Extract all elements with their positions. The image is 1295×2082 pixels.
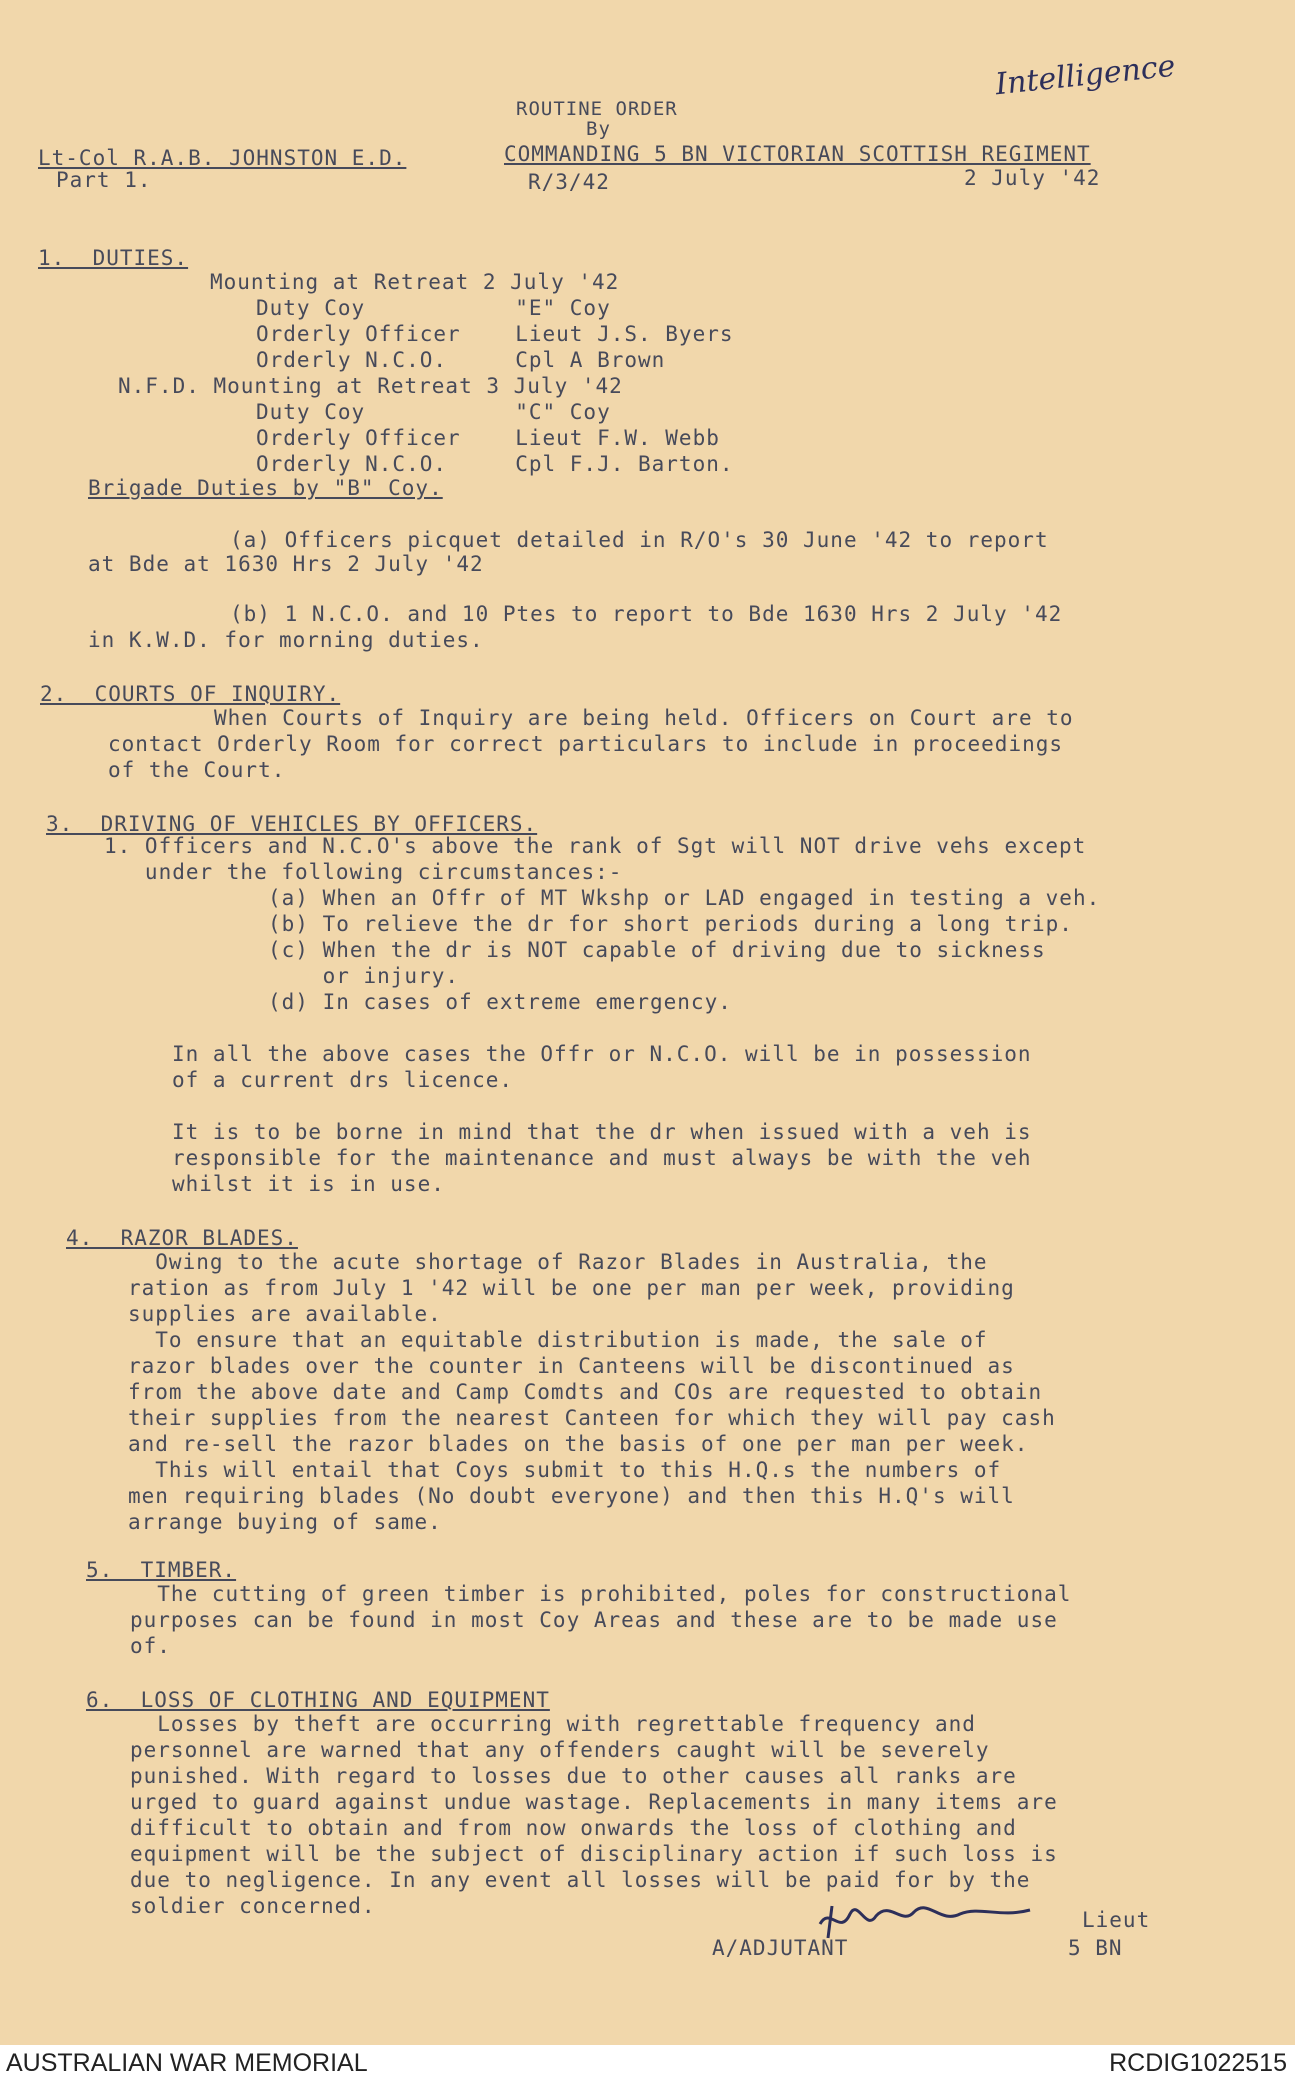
timber-line: purposes can be found in most Coy Areas and these are to be made use xyxy=(130,1608,1058,1632)
razor-line: razor blades over the counter in Canteens will be discontinued as xyxy=(128,1354,1015,1378)
loss-line: punished. With regard to losses due to other causes all ranks are xyxy=(130,1764,1017,1788)
razor-line: ration as from July 1 '42 will be one per man per week, providing xyxy=(128,1276,1015,1300)
driving-item: (d) In cases of extreme emergency. xyxy=(268,990,732,1014)
duties-heading: 1. DUTIES. xyxy=(38,246,189,270)
razor-line: supplies are available. xyxy=(128,1302,442,1326)
razor-line: men requiring blades (No doubt everyone) and then this H.Q's will xyxy=(128,1484,1015,1508)
courts-line: of the Court. xyxy=(108,758,286,782)
driving-para2: responsible for the maintenance and must always be with the veh xyxy=(172,1146,1032,1170)
part-label: Part 1. xyxy=(56,168,152,192)
duties-line: Duty Coy "E" Coy xyxy=(256,296,611,320)
razor-line: and re-sell the razor blades on the basis of one per man per week. xyxy=(128,1432,1029,1456)
driving-item: (b) To relieve the dr for short periods during a long trip. xyxy=(268,912,1073,936)
courts-line: contact Orderly Room for correct particulars to include in proceedings xyxy=(108,732,1064,756)
duties-b-line: (b) 1 N.C.O. and 10 Ptes to report to Bde 1630 Hrs 2 July '42 xyxy=(230,602,1063,626)
signature-rank: Lieut xyxy=(1082,1908,1151,1932)
courts-heading: 2. COURTS OF INQUIRY. xyxy=(40,682,341,706)
razor-line: This will entail that Coys submit to this H.Q.s the numbers of xyxy=(128,1458,1002,1482)
courts-line: When Courts of Inquiry are being held. Officers on Court are to xyxy=(214,706,1074,730)
timber-line: The cutting of green timber is prohibited, poles for constructional xyxy=(130,1582,1072,1606)
commanding-officer: Lt-Col R.A.B. JOHNSTON E.D. xyxy=(38,146,407,170)
duties-line: N.F.D. Mounting at Retreat 3 July '42 xyxy=(118,374,623,398)
duties-line: Duty Coy "C" Coy xyxy=(256,400,611,424)
brigade-duties: Brigade Duties by "B" Coy. xyxy=(88,476,443,500)
duties-line: Orderly Officer Lieut F.W. Webb xyxy=(256,426,720,450)
timber-heading: 5. TIMBER. xyxy=(86,1558,237,1582)
duties-line: Orderly Officer Lieut J.S. Byers xyxy=(256,322,734,346)
razor-line: arrange buying of same. xyxy=(128,1510,442,1534)
duties-a-line: at Bde at 1630 Hrs 2 July '42 xyxy=(88,552,484,576)
driving-para1: of a current drs licence. xyxy=(172,1068,514,1092)
timber-line: of. xyxy=(130,1634,171,1658)
duties-b-line: in K.W.D. for morning duties. xyxy=(88,628,484,652)
order-reference: R/3/42 xyxy=(528,170,610,194)
loss-heading: 6. LOSS OF CLOTHING AND EQUIPMENT xyxy=(86,1688,550,1712)
unit-name: COMMANDING 5 BN VICTORIAN SCOTTISH REGIMENT xyxy=(504,142,1091,166)
signature-title: A/ADJUTANT xyxy=(712,1936,849,1960)
duties-line: Mounting at Retreat 2 July '42 xyxy=(210,270,620,294)
loss-line: personnel are warned that any offenders caught will be severely xyxy=(130,1738,990,1762)
loss-line: urged to guard against undue wastage. Replacements in many items are xyxy=(130,1790,1058,1814)
loss-line: equipment will be the subject of disciplinary action if such loss is xyxy=(130,1842,1058,1866)
duties-line: Orderly N.C.O. Cpl F.J. Barton. xyxy=(256,452,734,476)
driving-item: (a) When an Offr of MT Wkshp or LAD engaged in testing a veh. xyxy=(268,886,1101,910)
duties-line: Orderly N.C.O. Cpl A Brown xyxy=(256,348,666,372)
driving-para2: whilst it is in use. xyxy=(172,1172,445,1196)
driving-item: or injury. xyxy=(268,964,460,988)
driving-para1: In all the above cases the Offr or N.C.O. will be in possession xyxy=(172,1042,1032,1066)
order-date: 2 July '42 xyxy=(964,166,1101,190)
driving-line: 1. Officers and N.C.O's above the rank of Sgt will NOT drive vehs except xyxy=(104,834,1087,858)
footer-bar xyxy=(0,2045,1295,2082)
driving-item: (c) When the dr is NOT capable of driving due to sickness xyxy=(268,938,1046,962)
order-by: By xyxy=(586,118,611,140)
order-title: ROUTINE ORDER xyxy=(516,98,678,120)
handwritten-annotation: Intelligence xyxy=(993,48,1177,103)
razor-line: their supplies from the nearest Canteen for which they will pay cash xyxy=(128,1406,1056,1430)
footer-id: RCDIG1022515 xyxy=(1109,2049,1287,2077)
loss-line: Losses by theft are occurring with regrettable frequency and xyxy=(130,1712,976,1736)
footer-source: AUSTRALIAN WAR MEMORIAL xyxy=(6,2049,368,2077)
driving-para2: It is to be borne in mind that the dr when issued with a veh is xyxy=(172,1120,1032,1144)
razor-line: Owing to the acute shortage of Razor Blades in Australia, the xyxy=(128,1250,988,1274)
duties-a-line: (a) Officers picquet detailed in R/O's 30 June '42 to report xyxy=(230,528,1049,552)
razor-line: from the above date and Camp Comdts and COs are requested to obtain xyxy=(128,1380,1043,1404)
driving-heading: 3. DRIVING OF VEHICLES BY OFFICERS. xyxy=(46,812,538,836)
loss-line: due to negligence. In any event all losses will be paid for by the xyxy=(130,1868,1031,1892)
driving-line: under the following circumstances:- xyxy=(104,860,623,884)
signature-unit: 5 BN xyxy=(1068,1936,1123,1960)
razor-line: To ensure that an equitable distribution is made, the sale of xyxy=(128,1328,988,1352)
loss-line: difficult to obtain and from now onwards the loss of clothing and xyxy=(130,1816,1017,1840)
loss-line: soldier concerned. xyxy=(130,1894,376,1918)
razor-heading: 4. RAZOR BLADES. xyxy=(66,1226,298,1250)
